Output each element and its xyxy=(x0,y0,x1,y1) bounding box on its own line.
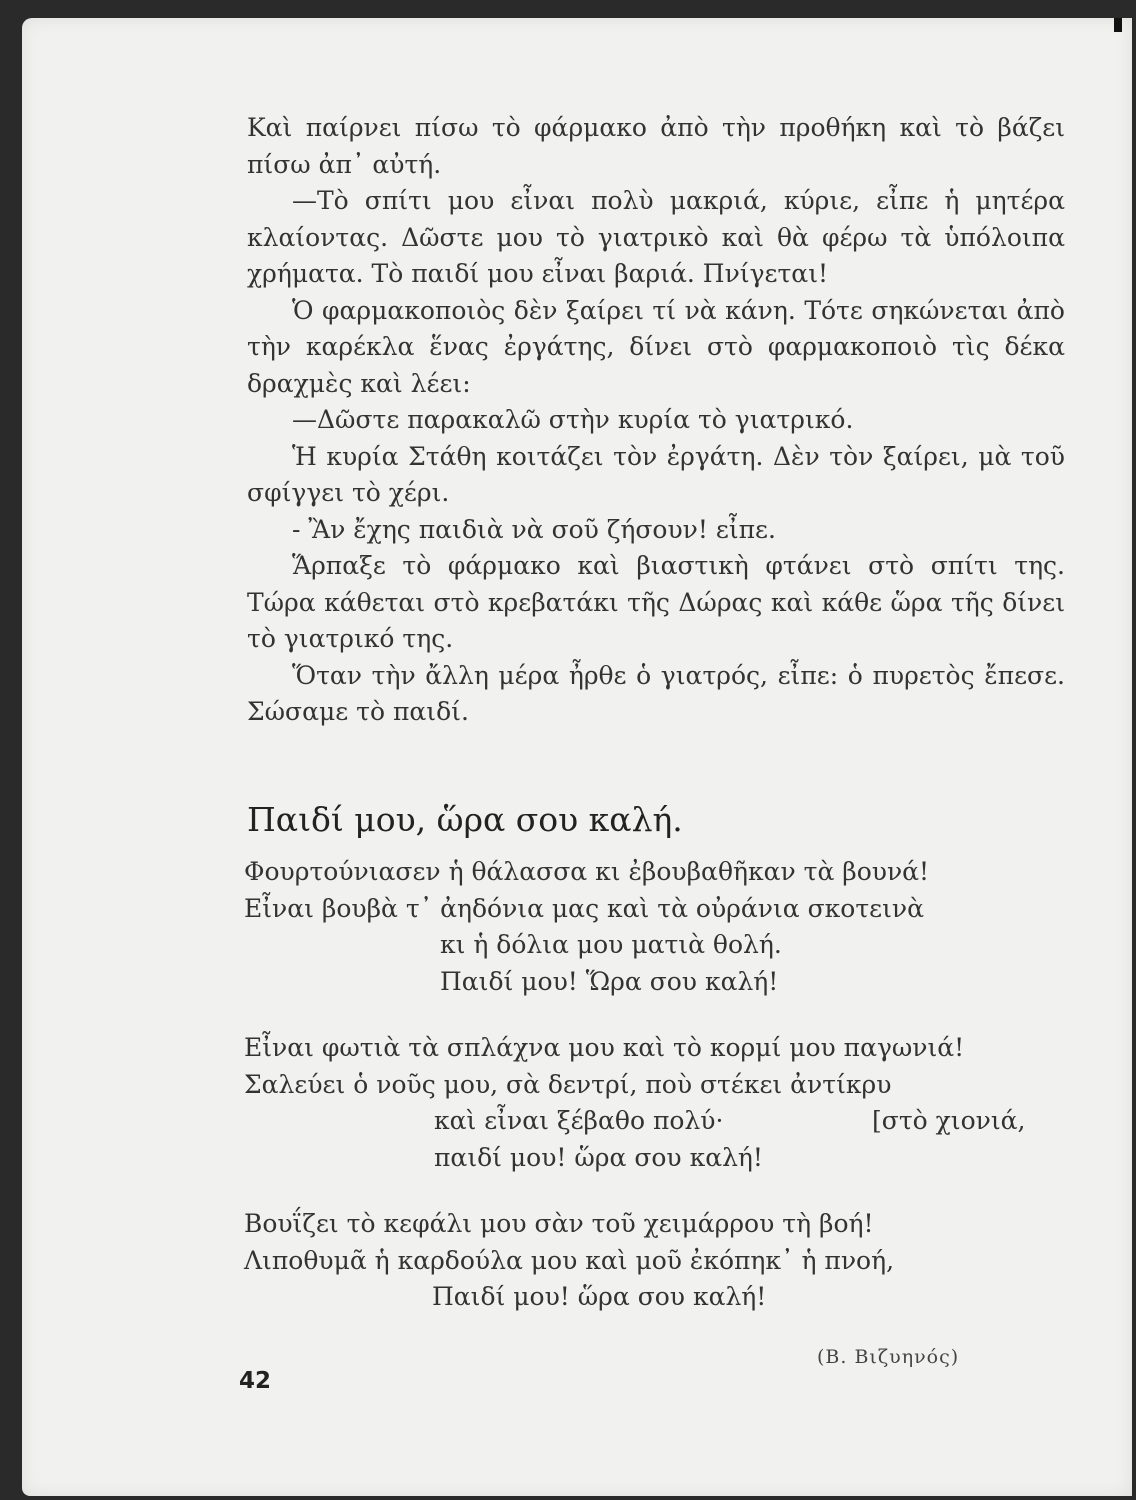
poem-line-continuation: [στὸ χιονιά, xyxy=(872,1106,1026,1135)
poem-stanza xyxy=(244,854,1074,1000)
poem-line xyxy=(244,1103,1074,1140)
poem-author: (Β. Βιζυηνός) xyxy=(817,1346,960,1368)
poem-line: Παιδί μου! ὥρα σου καλή! xyxy=(432,1282,767,1311)
prose-paragraph: Καὶ παίρνει πίσω τὸ φάρμακο ἀπὸ τὴν προθήκη καὶ τὸ βάζει πίσω ἀπ᾽ αὐτή. xyxy=(247,113,1065,179)
poem-line: Σαλεύει ὁ νοῦς μου, σὰ δεντρί, ποὺ στέκει ἀντίκρυ xyxy=(244,1069,892,1099)
poem-line: Παιδί μου! Ὥρα σου καλή! xyxy=(440,966,779,996)
poem-body xyxy=(244,854,1074,1346)
prose-paragraph: Ἅρπαξε τὸ φάρμακο καὶ βιαστικὴ φτάνει στὸ σπίτι της. Τώρα κάθεται στὸ κρεβατάκι τῆς Δώρας καὶ κάθε ὥρα τῆς δίνει τὸ γιατρικό της. xyxy=(247,551,1065,653)
page-edge-mark xyxy=(1114,18,1122,32)
poem-line: Εἶναι βουβὰ τ᾽ ἀηδόνια μας καὶ τὰ οὐράνια σκοτεινὰ xyxy=(244,893,924,923)
poem-stanza xyxy=(244,1206,1074,1316)
poem-line: Βουΐζει τὸ κεφάλι μου σὰν τοῦ χειμάρρου τὴ βοή! xyxy=(244,1209,874,1238)
poem-line: Εἶναι φωτιὰ τὰ σπλάχνα μου καὶ τὸ κορμί μου παγωνιά! xyxy=(244,1033,965,1062)
prose-paragraph: —Τὸ σπίτι μου εἶναι πολὺ μακριά, κύριε, εἶπε ἡ μητέρα κλαίοντας. Δῶστε μου τὸ γιατρικὸ καὶ θὰ φέρω τὰ ὑπόλοιπα χρήματα. Τὸ παιδί μου εἶναι βαριά. Πνίγεται! xyxy=(247,186,1065,288)
prose-paragraph: Ὁ φαρμακοποιὸς δὲν ξαίρει τί νὰ κάνη. Τότε σηκώνεται ἀπὸ τὴν καρέκλα ἕνας ἐργάτης, δίνει στὸ φαρμακοποιὸ τὶς δέκα δραχμὲς καὶ λέει: xyxy=(247,295,1065,398)
prose-paragraph: - Ἂν ἔχης παιδιὰ νὰ σοῦ ζήσουν! εἶπε. xyxy=(292,514,776,544)
poem-stanza xyxy=(244,1030,1074,1176)
prose-paragraph: Ἡ κυρία Στάθη κοιτάζει τὸν ἐργάτη. Δὲν τὸν ξαίρει, μὰ τοῦ σφίγγει τὸ χέρι. xyxy=(247,441,1065,507)
poem-line-text: καὶ εἶναι ξέβαθο πολύ· xyxy=(434,1106,724,1135)
prose-paragraph: Ὅταν τὴν ἄλλη μέρα ἦρθε ὁ γιατρός, εἶπε: ὁ πυρετὸς ἔπεσε. Σώσαμε τὸ παιδί. xyxy=(247,660,1065,726)
poem-line: κι ἡ δόλια μου ματιὰ θολή. xyxy=(440,930,782,959)
poem-title: Παιδί μου, ὥρα σου καλή. xyxy=(247,800,683,839)
prose-block xyxy=(247,110,1065,731)
poem-line: Λιποθυμᾶ ἡ καρδούλα μου καὶ μοῦ ἐκόπηκ᾽ ἡ πνοή, xyxy=(244,1245,895,1275)
book-page xyxy=(22,18,1132,1496)
poem-line: Φουρτούνιασεν ἡ θάλασσα κι ἐβουβαθῆκαν τὰ βουνά! xyxy=(244,857,930,886)
prose-paragraph: —Δῶστε παρακαλῶ στὴν κυρία τὸ γιατρικό. xyxy=(292,405,854,434)
poem-line: παιδί μου! ὥρα σου καλή! xyxy=(434,1142,763,1172)
page-number: 42 xyxy=(239,1368,272,1394)
